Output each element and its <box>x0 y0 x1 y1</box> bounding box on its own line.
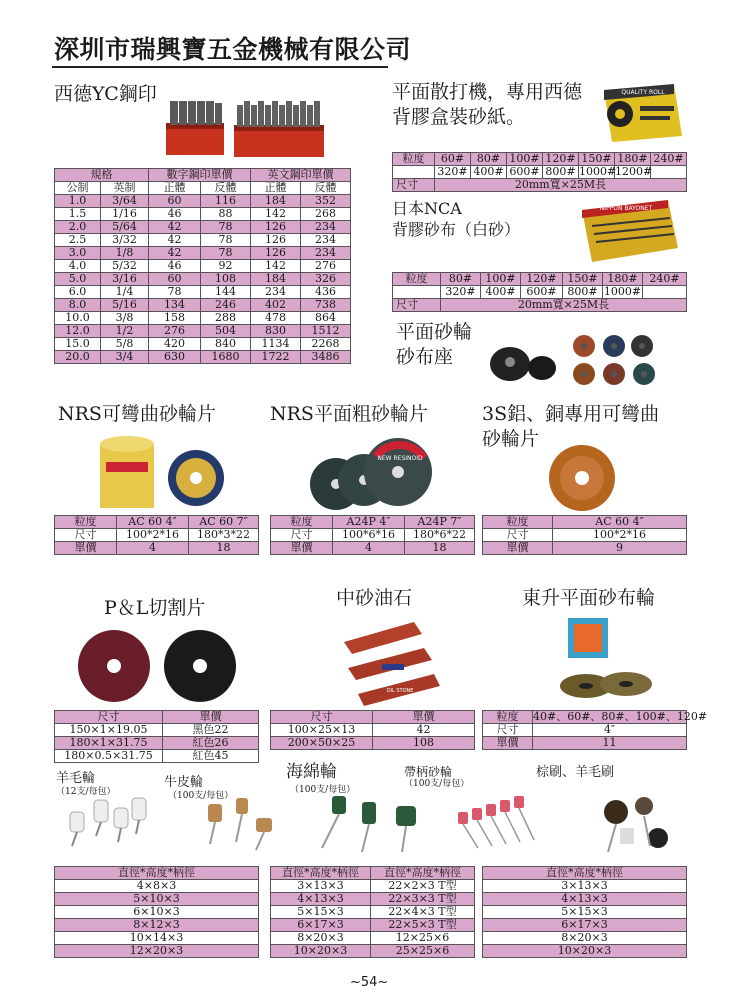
table-cell: 3486 <box>301 351 351 364</box>
table-row <box>55 208 351 221</box>
table-cell: 1680 <box>201 351 251 364</box>
table-cell: 108 <box>201 273 251 286</box>
oil-stone-table <box>270 710 475 750</box>
sander-paper-heading-line1: 平面散打機，專用西德 <box>392 81 583 103</box>
table-cell: 78 <box>201 247 251 260</box>
size-header: 尺寸 <box>271 711 373 724</box>
oil-stone-image <box>334 612 444 708</box>
table-cell: 100×25×13 <box>271 724 373 737</box>
size-label: 尺寸 <box>55 529 117 542</box>
table-cell: 78 <box>201 221 251 234</box>
cow-leather-note: （100支/每包） <box>168 791 234 801</box>
table-cell: 352 <box>301 195 351 208</box>
table-cell: 116 <box>201 195 251 208</box>
table-cell: 6×17×3 <box>483 919 687 932</box>
table-row <box>271 893 475 906</box>
size-header: 尺寸 <box>55 711 163 724</box>
table-cell: 60 <box>149 273 201 286</box>
table-row <box>55 286 351 299</box>
grit-cell: AC 60 4″ <box>553 516 687 529</box>
table-cell: 22×3×3 T型 <box>371 893 475 906</box>
table-cell: 4×8×3 <box>55 880 259 893</box>
stamps-heading: 西德YC鋼印 <box>54 83 157 105</box>
grit-cell: 180# <box>615 153 651 166</box>
table-cell: 2.0 <box>55 221 101 234</box>
table-row <box>483 919 687 932</box>
table-cell: 88 <box>201 208 251 221</box>
table-row <box>55 247 351 260</box>
wheel-seat-heading <box>396 320 472 370</box>
price-header: 單價 <box>373 711 475 724</box>
table-cell: 200×50×25 <box>271 737 373 750</box>
table-cell: 158 <box>149 312 201 325</box>
th-number-stamp: 數字鋼印單價 <box>149 169 251 182</box>
price-label: 單價 <box>483 542 553 555</box>
table-cell: 5×10×3 <box>55 893 259 906</box>
table-cell: 5.0 <box>55 273 101 286</box>
table-cell: 1/8 <box>101 247 149 260</box>
table-cell: 5×15×3 <box>271 906 371 919</box>
table-row <box>55 893 259 906</box>
price-value: 4 <box>333 542 405 555</box>
nrs-flex-image <box>98 432 248 512</box>
cow-leather-label: 牛皮輪 <box>164 775 204 790</box>
table-cell: 326 <box>301 273 351 286</box>
blank-cell <box>651 166 687 179</box>
grit-cell: 150# <box>579 153 615 166</box>
table-cell: 126 <box>251 247 301 260</box>
price-label: 單價 <box>271 542 333 555</box>
table-cell: 5/8 <box>101 338 149 351</box>
shank-wheel-label: 帶柄砂輪 <box>404 765 453 779</box>
table-cell: 234 <box>301 221 351 234</box>
table-cell: 864 <box>301 312 351 325</box>
table-row <box>271 945 475 958</box>
table-cell: 紅色45 <box>163 750 259 763</box>
price-label: 單價 <box>55 542 117 555</box>
table-cell: 2.5 <box>55 234 101 247</box>
grit-cell: 240# <box>651 153 687 166</box>
dims-header: 直徑*高度*柄徑 <box>483 867 687 880</box>
table-row <box>55 234 351 247</box>
size-label: 尺寸 <box>393 179 435 192</box>
nca-cloth-box-image <box>578 196 682 266</box>
nca-table <box>392 272 687 312</box>
wool-wheel-note: （12支/每包） <box>56 787 116 797</box>
th-imperial: 英制 <box>101 182 149 195</box>
table-cell: 420 <box>149 338 201 351</box>
title-underline <box>52 66 388 68</box>
table-cell: 8.0 <box>55 299 101 312</box>
blank-cell <box>393 286 441 299</box>
nca-box-label: NIPPON BAYONET <box>599 205 653 212</box>
table-cell: 276 <box>149 325 201 338</box>
table-cell: 12×25×6 <box>371 932 475 945</box>
grit-cell: 600# <box>521 286 563 299</box>
nrs-flat-table <box>270 515 475 555</box>
table-cell: 1/16 <box>101 208 149 221</box>
grit-cell: 1200# <box>615 165 653 178</box>
grit-cell: AC 60 7″ <box>189 516 259 529</box>
table-cell: 830 <box>251 325 301 338</box>
table-cell: 268 <box>301 208 351 221</box>
table-row <box>55 750 259 763</box>
table-cell: 6×10×3 <box>55 906 259 919</box>
grit-cell: 1000# <box>579 165 617 178</box>
size-value: 4″ <box>533 724 687 737</box>
size-label: 尺寸 <box>483 529 553 542</box>
table-row <box>55 312 351 325</box>
grit-cell: A24P 7″ <box>405 516 475 529</box>
dims-header: 直徑*高度*柄徑 <box>55 867 259 880</box>
table-cell: 3/32 <box>101 234 149 247</box>
table-cell: 1.0 <box>55 195 101 208</box>
nca-heading-line2: 背膠砂布（白砂） <box>392 220 521 239</box>
th-upright: 正體 <box>149 182 201 195</box>
table-cell: 42 <box>149 221 201 234</box>
grit-cell: 240# <box>643 273 687 286</box>
table-cell: 紅色26 <box>163 737 259 750</box>
dims-header: 直徑*高度*柄徑 <box>271 867 371 880</box>
price-value: 18 <box>405 542 475 555</box>
wool-wheel-label: 羊毛輪 <box>56 771 96 786</box>
table-cell: 276 <box>301 260 351 273</box>
table-row <box>55 260 351 273</box>
table-cell: 108 <box>373 737 475 750</box>
table-cell: 126 <box>251 234 301 247</box>
table-cell: 402 <box>251 299 301 312</box>
table-cell: 15.0 <box>55 338 101 351</box>
grit-cell: AC 60 4″ <box>117 516 189 529</box>
shank-wheel-note: （100支/每包） <box>404 779 470 789</box>
grit-cell: 180# <box>603 273 643 286</box>
brush-label: 棕刷、羊毛刷 <box>536 765 615 780</box>
table-cell: 22×4×3 T型 <box>371 906 475 919</box>
sponge-note: （100支/每包） <box>290 785 356 795</box>
table-cell: 3×13×3 <box>483 880 687 893</box>
grit-cell: 400# <box>471 166 507 179</box>
size-label: 尺寸 <box>483 724 533 737</box>
s3-heading-line2: 砂輪片 <box>482 428 540 450</box>
table-cell: 840 <box>201 338 251 351</box>
steel-stamp-sets-image <box>160 95 330 163</box>
table-cell: 10×14×3 <box>55 932 259 945</box>
th-reverse: 反體 <box>201 182 251 195</box>
price-value: 11 <box>533 737 687 750</box>
table-cell: 126 <box>251 221 301 234</box>
nca-heading-line1: 日本NCA <box>392 199 462 218</box>
grit-label: 粒度 <box>483 711 533 724</box>
small-wheels-image <box>60 794 694 858</box>
th-upright: 正體 <box>251 182 301 195</box>
table-cell: 8×12×3 <box>55 919 259 932</box>
grit-cell: 1000# <box>603 285 642 298</box>
price-value: 9 <box>553 542 687 555</box>
table-row <box>55 338 351 351</box>
size-value: 180*3*22 <box>189 529 259 542</box>
nrs-flat-heading: NRS平面粗砂輪片 <box>270 403 428 425</box>
dongsheng-table <box>482 710 708 750</box>
table-cell: 3/64 <box>101 195 149 208</box>
table-cell: 5×15×3 <box>483 906 687 919</box>
grit-label: 粒度 <box>393 153 435 166</box>
table-row <box>55 737 259 750</box>
table-cell: 22×2×3 T型 <box>371 880 475 893</box>
table-cell: 46 <box>149 260 201 273</box>
table-cell: 184 <box>251 273 301 286</box>
s3-heading-line1: 3S鋁、銅專用可彎曲 <box>482 403 660 425</box>
table-row <box>55 273 351 286</box>
table-cell: 134 <box>149 299 201 312</box>
dims-b-table <box>270 866 475 958</box>
table-cell: 738 <box>301 299 351 312</box>
grit-cell: 80# <box>441 273 481 286</box>
table-row <box>271 724 475 737</box>
table-cell: 4.0 <box>55 260 101 273</box>
table-row <box>483 906 687 919</box>
table-row <box>271 906 475 919</box>
grit-label: 粒度 <box>483 516 553 529</box>
table-cell: 142 <box>251 208 301 221</box>
size-label: 尺寸 <box>271 529 333 542</box>
nrs-flat-image <box>306 436 436 512</box>
grit-cell: 600# <box>507 166 543 179</box>
table-cell: 234 <box>301 247 351 260</box>
size-value: 100*2*16 <box>553 529 687 542</box>
table-cell: 234 <box>301 234 351 247</box>
grit-cell: 80# <box>471 153 507 166</box>
sander-paper-heading-line2: 背膠盒裝砂紙。 <box>392 106 526 128</box>
oil-stone-heading: 中砂油石 <box>336 587 413 609</box>
pl-cut-table <box>54 710 259 763</box>
blank-cell <box>393 166 435 179</box>
sandpaper-box-image <box>598 80 684 146</box>
table-cell: 180×0.5×31.75 <box>55 750 163 763</box>
table-row <box>55 195 351 208</box>
table-cell: 3/4 <box>101 351 149 364</box>
size-value: 20mm寬×25M長 <box>441 299 687 312</box>
th-metric: 公制 <box>55 182 101 195</box>
table-cell: 黑色22 <box>163 724 259 737</box>
nrs-flex-heading: NRS可彎曲砂輪片 <box>58 403 216 425</box>
grit-cell: 120# <box>521 273 563 286</box>
table-row <box>271 880 475 893</box>
table-cell: 184 <box>251 195 301 208</box>
table-row <box>271 919 475 932</box>
s3-flex-table <box>482 515 687 555</box>
grit-cell: 320# <box>435 166 471 179</box>
price-header: 單價 <box>163 711 259 724</box>
table-row <box>55 351 351 364</box>
table-cell: 234 <box>251 286 301 299</box>
wheel-seat-heading-line2: 砂布座 <box>396 346 454 368</box>
dims-a-table <box>54 866 259 958</box>
table-cell: 1512 <box>301 325 351 338</box>
table-cell: 4×13×3 <box>483 893 687 906</box>
table-cell: 42 <box>149 234 201 247</box>
price-value: 18 <box>189 542 259 555</box>
table-cell: 3.0 <box>55 247 101 260</box>
sandpaper-box-label: QUALITY ROLL <box>621 89 665 96</box>
price-label: 單價 <box>483 737 533 750</box>
table-cell: 180×1×31.75 <box>55 737 163 750</box>
table-cell: 246 <box>201 299 251 312</box>
pl-cut-discs-image <box>76 626 242 706</box>
grit-cell: 150# <box>563 273 603 286</box>
table-cell: 288 <box>201 312 251 325</box>
table-cell: 3×13×3 <box>271 880 371 893</box>
table-cell: 12.0 <box>55 325 101 338</box>
page-number: ~54~ <box>350 975 389 990</box>
blank-cell <box>643 286 687 299</box>
table-cell: 142 <box>251 260 301 273</box>
grit-value: 40#、60#、80#、100#、120# <box>533 710 708 723</box>
page-title: 深圳市瑞興寶五金機械有限公司 <box>54 35 412 64</box>
table-cell: 2268 <box>301 338 351 351</box>
table-cell: 5/32 <box>101 260 149 273</box>
size-value: 180*6*22 <box>405 529 475 542</box>
table-cell: 5/64 <box>101 221 149 234</box>
table-cell: 4×13×3 <box>271 893 371 906</box>
grit-cell: 120# <box>543 153 579 166</box>
table-row <box>55 919 259 932</box>
grit-label: 粒度 <box>393 273 441 286</box>
table-row <box>271 737 475 750</box>
table-cell: 1/2 <box>101 325 149 338</box>
table-row <box>55 945 259 958</box>
table-cell: 78 <box>149 286 201 299</box>
table-cell: 92 <box>201 260 251 273</box>
table-cell: 3/8 <box>101 312 149 325</box>
grit-cell: A24P 4″ <box>333 516 405 529</box>
size-value: 20mm寬×25M長 <box>435 179 687 192</box>
wheel-seat-image <box>484 330 694 390</box>
grit-label: 粒度 <box>271 516 333 529</box>
th-letter-stamp: 英文鋼印單價 <box>251 169 351 182</box>
table-row <box>271 932 475 945</box>
nrs-flex-table <box>54 515 259 555</box>
dims-header: 直徑*高度*柄徑 <box>371 867 475 880</box>
table-cell: 10.0 <box>55 312 101 325</box>
table-row <box>55 299 351 312</box>
size-value: 100*2*16 <box>117 529 189 542</box>
grit-label: 粒度 <box>55 516 117 529</box>
table-cell: 6.0 <box>55 286 101 299</box>
dims-c-table <box>482 866 687 958</box>
nca-heading <box>392 198 520 240</box>
table-row <box>55 325 351 338</box>
table-row <box>483 880 687 893</box>
table-row <box>483 893 687 906</box>
table-row <box>483 945 687 958</box>
table-cell: 1134 <box>251 338 301 351</box>
table-cell: 8×20×3 <box>483 932 687 945</box>
table-cell: 10×20×3 <box>483 945 687 958</box>
table-cell: 12×20×3 <box>55 945 259 958</box>
sander-paper-heading <box>392 80 582 130</box>
sponge-label: 海綿輪 <box>286 762 337 782</box>
grit-cell: 800# <box>563 286 603 299</box>
table-row <box>55 906 259 919</box>
table-cell: 46 <box>149 208 201 221</box>
grit-cell: 100# <box>481 273 521 286</box>
size-label: 尺寸 <box>393 299 441 312</box>
table-cell: 150×1×19.05 <box>55 724 163 737</box>
table-row <box>55 221 351 234</box>
table-cell: 5/16 <box>101 299 149 312</box>
sander-paper-table <box>392 152 687 192</box>
th-reverse: 反體 <box>301 182 351 195</box>
table-cell: 144 <box>201 286 251 299</box>
table-cell: 42 <box>373 724 475 737</box>
grit-cell: 400# <box>481 286 521 299</box>
table-cell: 3/16 <box>101 273 149 286</box>
nrs-disc-label: NEW RESINOID <box>377 455 423 462</box>
grit-cell: 320# <box>441 286 481 299</box>
table-cell: 1.5 <box>55 208 101 221</box>
table-cell: 78 <box>201 234 251 247</box>
flap-wheel-image <box>546 614 656 708</box>
table-cell: 8×20×3 <box>271 932 371 945</box>
price-value: 4 <box>117 542 189 555</box>
table-cell: 10×20×3 <box>271 945 371 958</box>
table-cell: 22×5×3 T型 <box>371 919 475 932</box>
table-cell: 25×25×6 <box>371 945 475 958</box>
table-row <box>55 724 259 737</box>
table-cell: 630 <box>149 351 201 364</box>
table-row <box>55 932 259 945</box>
grit-cell: 100# <box>507 153 543 166</box>
th-spec: 規格 <box>55 169 149 182</box>
s3-disc-image <box>546 444 618 512</box>
table-row <box>55 880 259 893</box>
stamps-table <box>54 168 351 364</box>
table-row <box>483 932 687 945</box>
dongsheng-heading: 東升平面砂布輪 <box>522 587 656 609</box>
table-cell: 20.0 <box>55 351 101 364</box>
table-cell: 60 <box>149 195 201 208</box>
table-cell: 1/4 <box>101 286 149 299</box>
table-cell: 478 <box>251 312 301 325</box>
table-cell: 504 <box>201 325 251 338</box>
wheel-seat-heading-line1: 平面砂輪 <box>396 321 473 343</box>
table-cell: 42 <box>149 247 201 260</box>
oil-stone-label: OIL STONE <box>386 688 414 694</box>
grit-cell: 60# <box>435 153 471 166</box>
size-value: 100*6*16 <box>333 529 405 542</box>
table-cell: 6×17×3 <box>271 919 371 932</box>
grit-cell: 800# <box>543 166 579 179</box>
table-cell: 1722 <box>251 351 301 364</box>
pl-cut-heading: P＆L切割片 <box>104 597 206 619</box>
table-cell: 436 <box>301 286 351 299</box>
